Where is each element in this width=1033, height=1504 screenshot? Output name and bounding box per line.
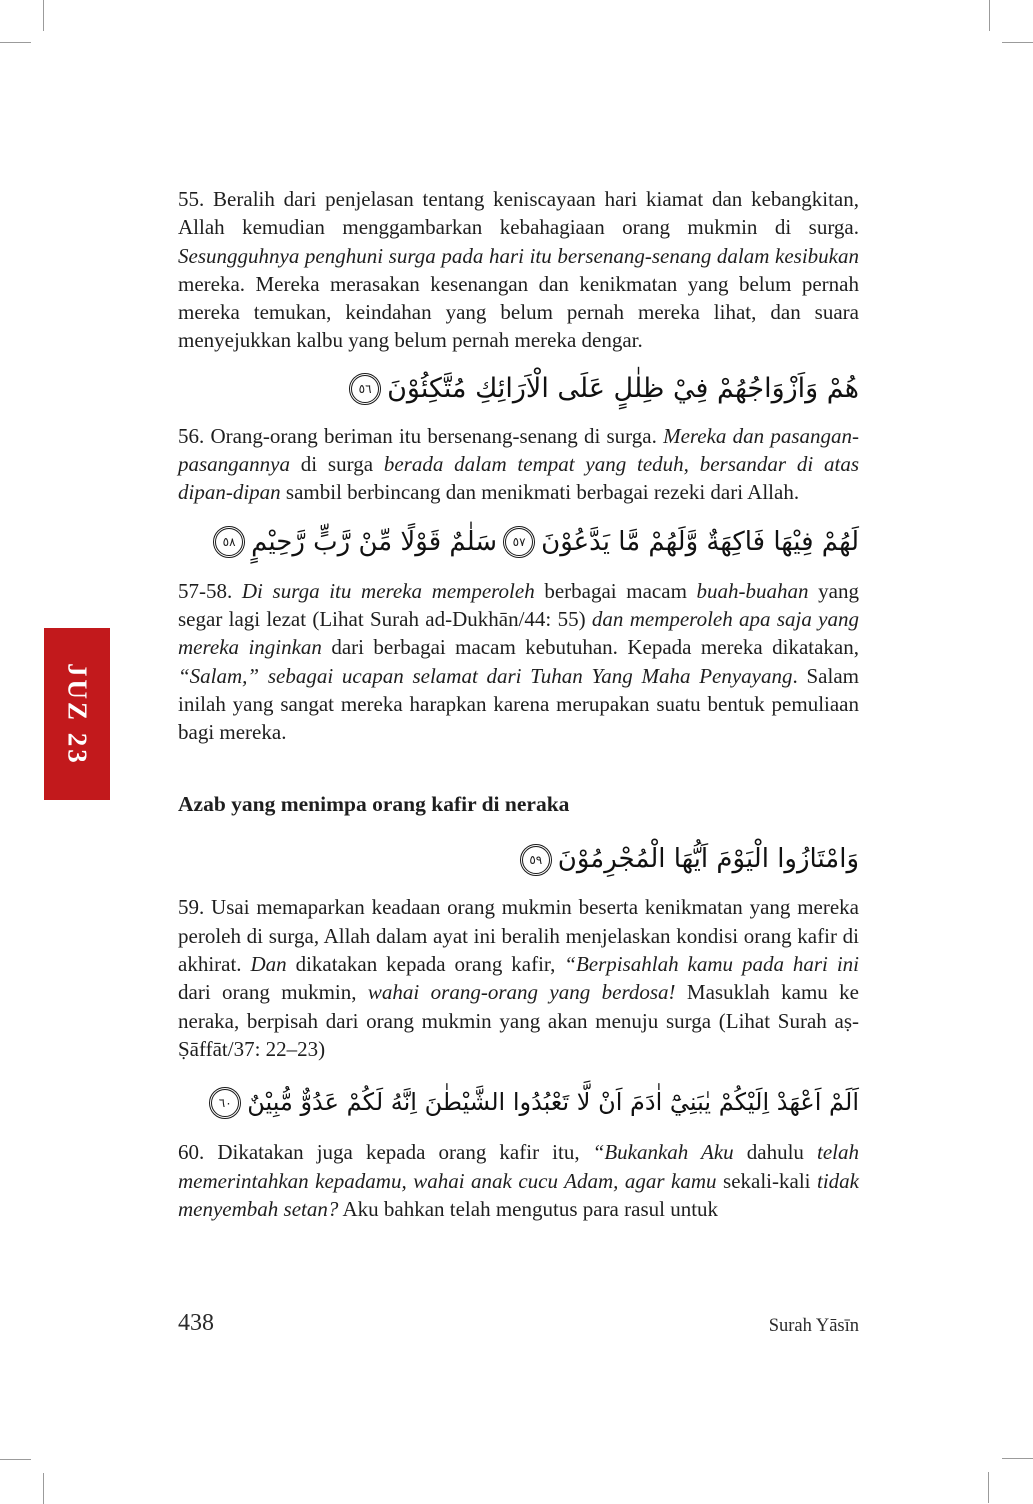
italic-text-run: buah-buahan xyxy=(696,578,809,603)
italic-text-run: wahai orang-orang yang berdosa! xyxy=(367,980,676,1005)
crop-mark-top-left-horizontal xyxy=(0,42,31,43)
italic-text-run: Dan xyxy=(250,952,287,977)
text-run: dikatakan kepada orang kafir, xyxy=(286,952,565,977)
italic-text-run: Di surga itu mereka memperoleh xyxy=(241,578,535,603)
crop-mark-bottom-right-vertical xyxy=(988,1472,989,1503)
crop-mark-top-right-vertical xyxy=(989,0,990,31)
juz-tab xyxy=(44,628,110,800)
paragraph-verses-57-58-commentary xyxy=(178,577,859,747)
italic-text-run: “Berpisahlah kamu pada hari ini xyxy=(564,952,859,977)
italic-text-run: telah memerintahkan kepadamu, wahai anak cucu Adam, agar kamu xyxy=(178,1140,860,1193)
page-number: 438 xyxy=(178,1310,214,1336)
crop-mark-bottom-left-horizontal xyxy=(0,1459,31,1460)
paragraph-verse-59-commentary xyxy=(178,893,859,1063)
ayah-number-medallion: ٦٠ xyxy=(209,1087,241,1119)
ayah-number-medallion: ٥٦ xyxy=(349,373,381,405)
text-run: mereka. Mereka merasakan kesenangan dan kenikmatan yang belum pernah mereka temukan, keindahan yang belum pernah mereka lihat, dan suara menyejukkan kalbu yang belum pernah mereka dengar. xyxy=(178,271,859,353)
arabic-verse-56 xyxy=(178,361,859,417)
arabic-verse-text: هُمْ وَاَزْوَاجُهُمْ فِيْ ظِلٰلٍ عَلَى الْاَرَائِكِ مُتَّكِئُوْنَ xyxy=(387,372,859,404)
italic-text-run: “Bukankah Aku xyxy=(592,1140,734,1165)
text-run: dari orang mukmin, xyxy=(178,980,368,1005)
italic-text-run: dan memperoleh apa saja yang mereka inginkan xyxy=(178,606,859,660)
text-run: 60. Dikatakan juga kepada orang kafir itu, xyxy=(178,1140,593,1165)
text-run: Aku bahkan telah mengutus para rasul untuk xyxy=(338,1196,719,1221)
text-run: berbagai macam xyxy=(534,578,697,603)
text-run: dari berbagai macam kebutuhan. Kepada mereka dikatakan, xyxy=(321,635,859,660)
italic-text-run: tidak menyembah setan? xyxy=(178,1168,859,1221)
arabic-verse-59 xyxy=(178,830,859,888)
paragraph-verse-55-commentary xyxy=(178,185,859,355)
italic-text-run: berada dalam tempat yang teduh, bersandar di atas dipan-dipan xyxy=(178,452,859,505)
text-run: 57-58. xyxy=(178,578,242,603)
arabic-verse-text: سَلٰمٌ قَوْلًا مِّنْ رَّبٍّ رَّحِيْمٍ xyxy=(251,526,498,557)
italic-text-run: “Salam,” sebagai ucapan selamat dari Tuhan Yang Maha Penyayang xyxy=(178,663,793,688)
text-run: di surga xyxy=(290,452,384,477)
arabic-verse-text: اَلَمْ اَعْهَدْ اِلَيْكُمْ يٰبَنِيْٓ اٰدَمَ اَنْ لَّا تَعْبُدُوا الشَّيْطٰنَ اِنَّهُ لَكُمْ عَدُوٌّ مُّبِيْنٌ xyxy=(247,1088,859,1117)
paragraph-verse-56-commentary xyxy=(178,422,859,507)
ayah-number-medallion: ٥٧ xyxy=(503,526,535,558)
ayah-number-medallion: ٥٨ xyxy=(213,526,245,558)
text-run: dahulu xyxy=(733,1140,818,1165)
footer-surah-title: Surah Yāsīn xyxy=(768,1316,859,1336)
crop-mark-bottom-left-vertical xyxy=(43,1473,44,1504)
section-heading: Azab yang menimpa orang kafir di neraka xyxy=(178,792,570,817)
text-run: sambil berbincang dan menikmati berbagai rezeki dari Allah. xyxy=(280,480,800,505)
text-run: sekali-kali xyxy=(716,1168,817,1193)
juz-tab-label: JUZ 23 xyxy=(62,662,93,766)
text-run: 55. Beralih dari penjelasan tentang keniscayaan hari kiamat dan kebangkitan, Allah kemudian menggambarkan kebahagiaan orang mukmin di surga. xyxy=(178,187,859,240)
crop-mark-top-left-vertical xyxy=(43,0,44,31)
italic-text-run: Mereka dan pasangan-pasangannya xyxy=(178,423,860,477)
arabic-verse-60 xyxy=(178,1071,859,1133)
crop-mark-bottom-right-horizontal xyxy=(1002,1458,1033,1459)
arabic-verse-text: لَهُمْ فِيْهَا فَاكِهَةٌ وَّلَهُمْ مَّا يَدَّعُوْنَ xyxy=(541,526,859,557)
italic-text-run: Sesungguhnya penghuni surga pada hari itu bersenang-senang dalam kesibukan xyxy=(178,243,859,268)
text-run: Masuklah kamu ke neraka, berpisah dari orang mukmin yang akan menuju surga (Lihat Surah aṣ-Ṣāffāt/37: 22–23) xyxy=(178,980,859,1061)
text-run: 56. Orang-orang beriman itu bersenang-senang di surga. xyxy=(178,423,664,448)
text-run: 59. Usai memaparkan keadaan orang mukmin beserta kenikmatan yang mereka peroleh di surga, Allah dalam ayat ini beralih menjelaskan kondisi orang kafir di akhirat. xyxy=(178,895,859,977)
text-run: yang segar lagi lezat (Lihat Surah ad-Dukhān/44: 55) xyxy=(178,578,860,631)
main-text-column xyxy=(178,185,859,1223)
crop-mark-top-right-horizontal xyxy=(1002,42,1033,43)
paragraph-verse-60-commentary xyxy=(178,1138,859,1223)
ayah-number-medallion: ٥٩ xyxy=(520,844,552,876)
text-run: . Salam inilah yang sangat mereka harapkan karena merupakan suatu bentuk pemuliaan bagi mereka. xyxy=(178,663,859,745)
arabic-verses-57-58 xyxy=(178,512,859,572)
arabic-verse-text: وَامْتَازُوا الْيَوْمَ اَيُّهَا الْمُجْرِمُوْنَ xyxy=(557,844,859,875)
